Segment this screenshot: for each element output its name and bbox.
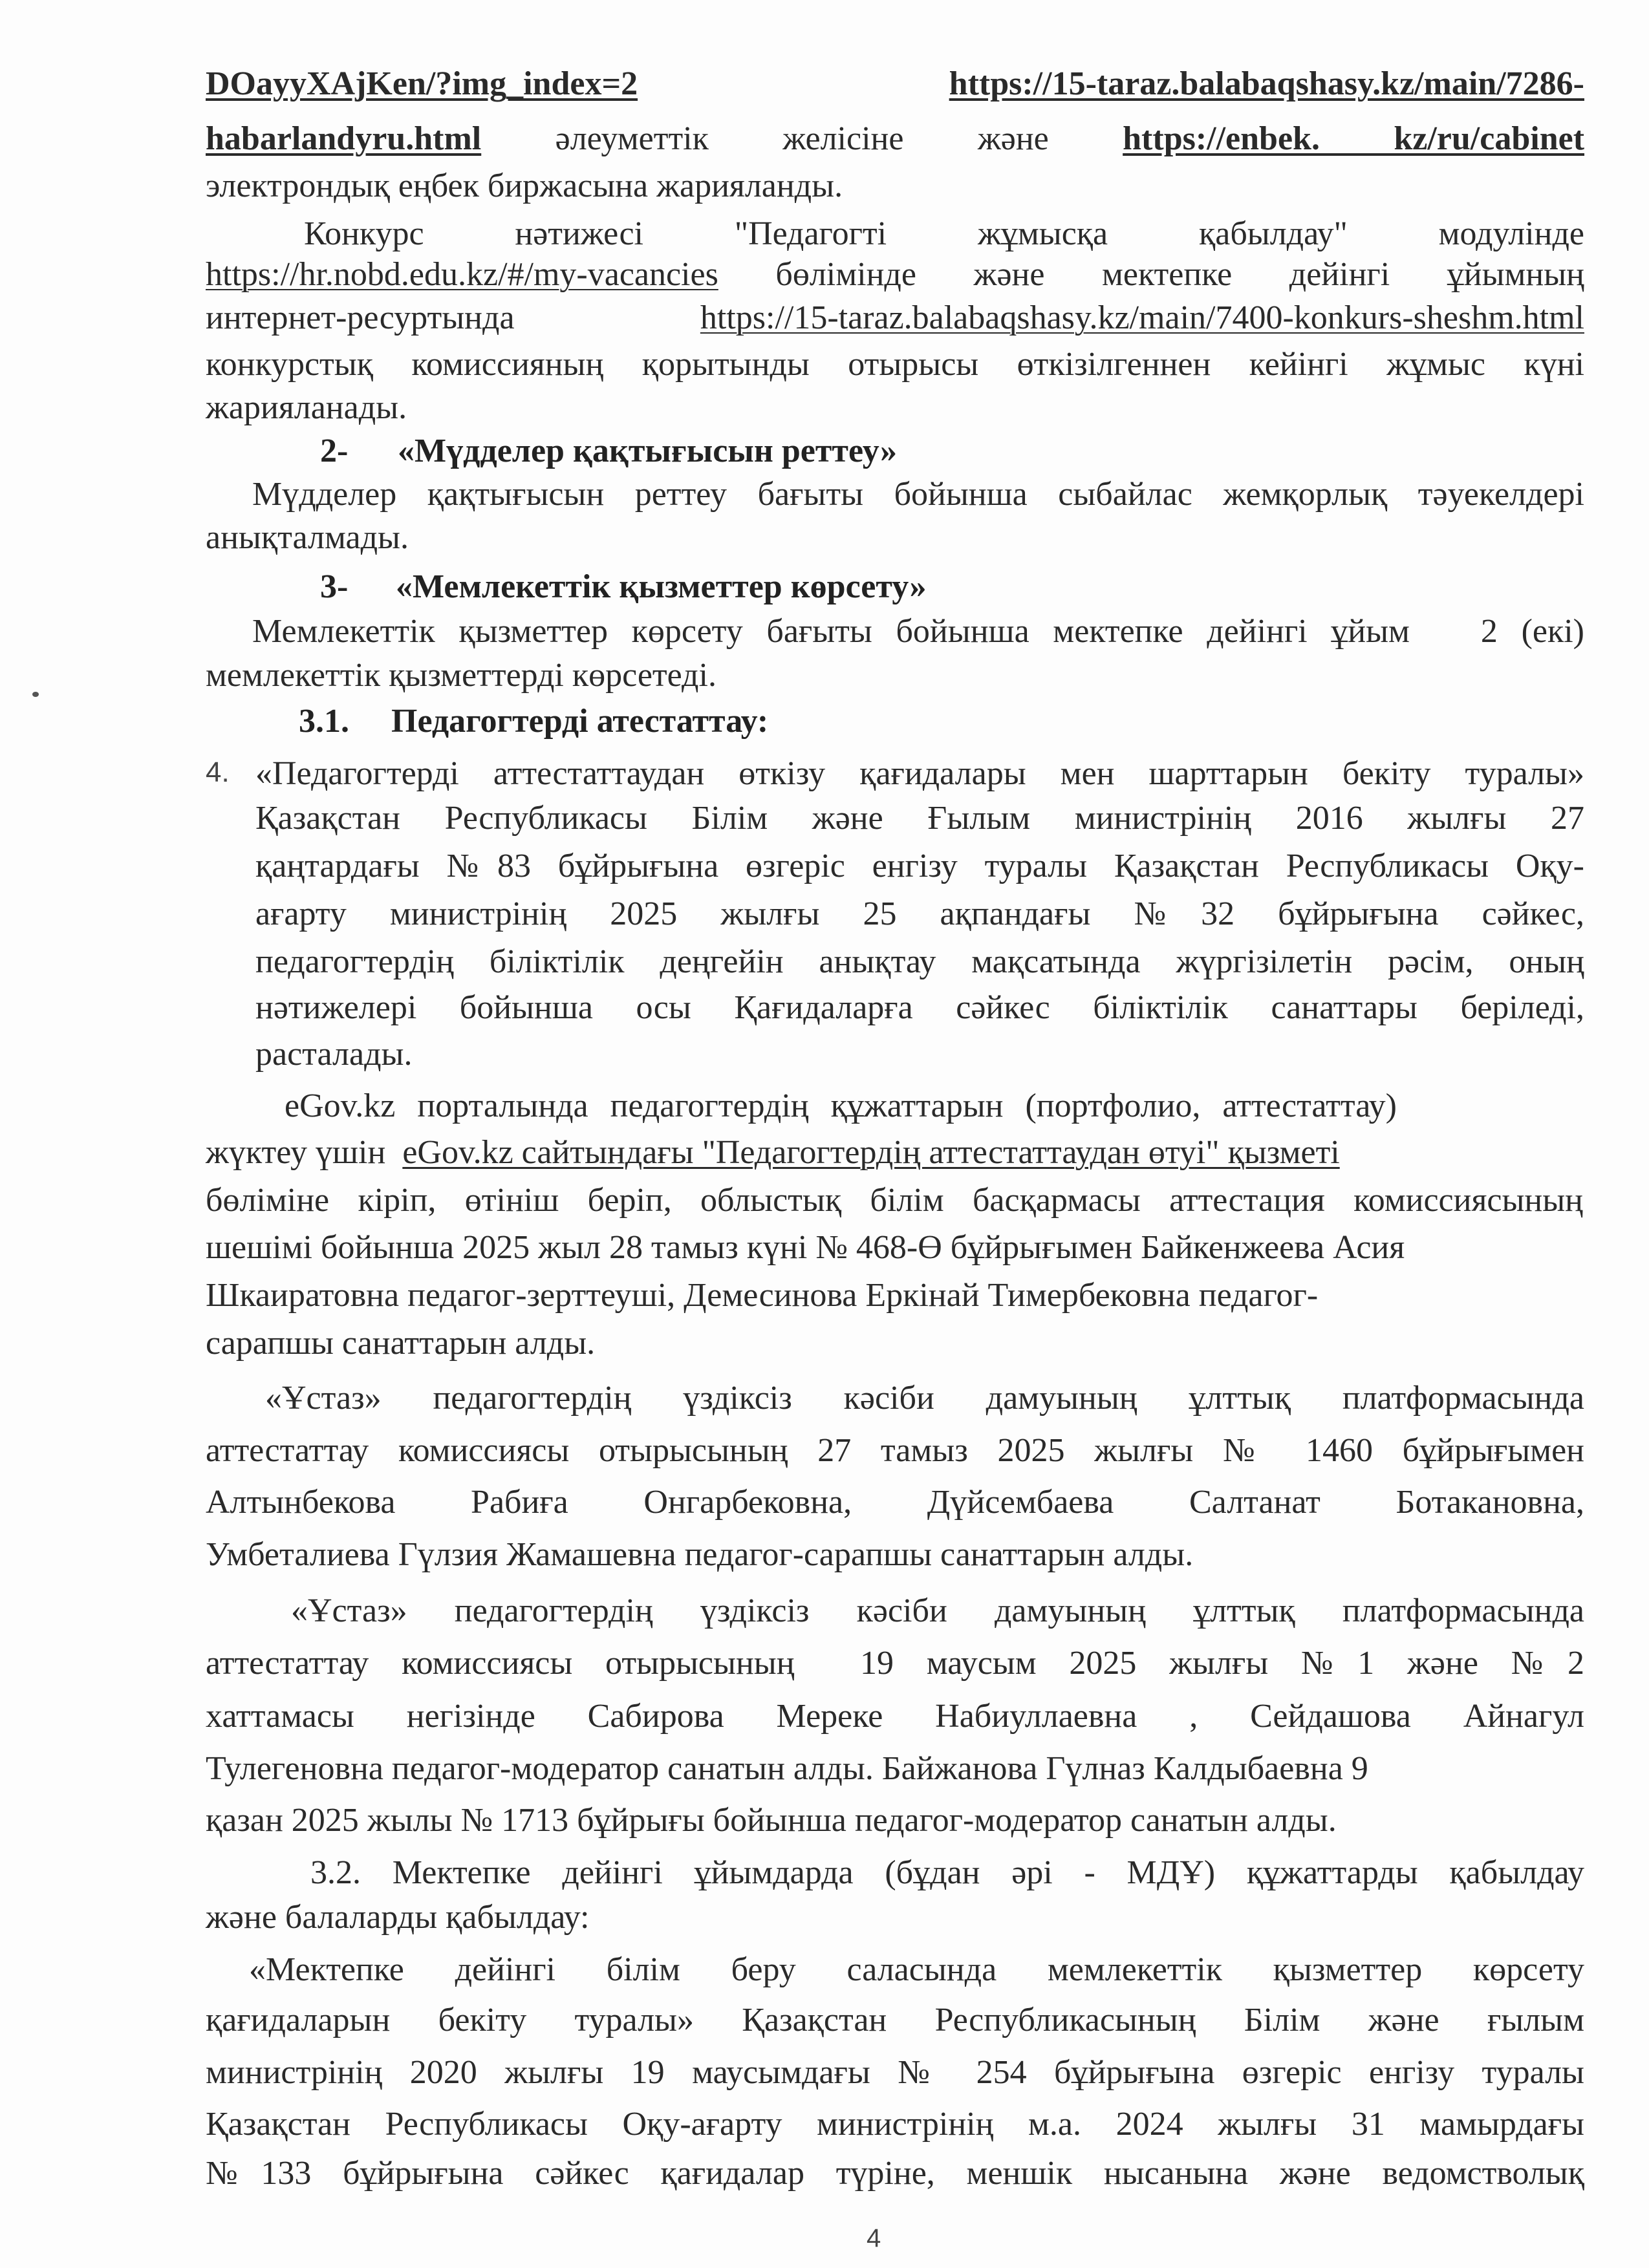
rules-line3: министрінің 2020 жылғы 19 маусымдағы № 254 бұйрығына өзгеріс енгізу туралы: [206, 2054, 1584, 2091]
section3-line1: Мемлекеттік қызметтер көрсету бағыты бойынша мектепке дейінгі ұйым 2 (екі): [252, 613, 1584, 650]
ustaz1-line2: аттестаттау комиссиясы отырысының 27 тамыз 2025 жылғы № 1460 бұйрығымен: [206, 1432, 1584, 1469]
block2-line3: [206, 299, 1584, 337]
item4-line4: ағарту министрінің 2025 жылғы 25 ақпандағы №32 бұйрығына сәйкес,: [255, 895, 1584, 932]
egov-line3: бөліміне кіріп, өтініш беріп, облыстық білім басқармасы аттестация комиссиясының: [206, 1182, 1583, 1219]
section3-title: «Мемлекеттік қызметтер көрсету»: [396, 568, 927, 605]
rules-line5: №133 бұйрығына сәйкес қағидалар түріне, меншік нысанына және ведомстволық: [206, 2155, 1584, 2192]
section3-1-number: 3.1.: [299, 703, 349, 740]
block1-line2: [206, 120, 1584, 158]
ustaz2-line3: хаттамасы негізінде Сабирова Мереке Набиуллаевна , Сейдашова Айнагул: [206, 1698, 1584, 1735]
item4-line5: педагогтердің біліктілік деңгейін анықтау мақсатында жүргізілетін рәсім, оның: [255, 943, 1584, 980]
ustaz2-line1: «Ұстаз» педагогтердің үздіксіз кәсіби дамуының ұлттық платформасында: [291, 1592, 1584, 1629]
block2-line2-text: бөлімінде және мектепке дейінгі ұйымның: [775, 256, 1585, 293]
block1-line3: электрондық еңбек биржасына жарияланды.: [206, 167, 843, 204]
section2-line1: Мүдделер қақтығысын реттеу бағыты бойынша сыбайлас жемқорлық тәуекелдері: [252, 476, 1584, 513]
enbek-link[interactable]: https://enbek. kz/ru/cabinet: [1123, 120, 1585, 157]
egov-line4: шешімі бойынша 2025 жыл 28 тамыз күні № 468-Ө бұйрығымен Байкенжеева Асия: [206, 1229, 1405, 1266]
block2-line1: Конкурс нәтижесі "Педагогті жұмысқа қабылдау" модулінде: [304, 215, 1584, 252]
ustaz2-line4: Тулегеновна педагог-модератор санатын алды. Байжанова Гүлназ Калдыбаевна 9: [206, 1750, 1368, 1787]
konkurs-result-link[interactable]: https://15-taraz.balabaqshasy.kz/main/7400-konkurs-sheshm.html: [700, 299, 1584, 336]
announcement-link-continued[interactable]: habarlandyru.html: [206, 120, 482, 157]
egov-line2: [206, 1133, 1584, 1172]
item4-line7: расталады.: [255, 1036, 413, 1073]
block2-line5: жарияланады.: [206, 389, 407, 426]
egov-line2-text: жүктеу үшін: [206, 1134, 386, 1171]
ustaz1-line3: Алтынбекова Рабиға Онгарбековна, Дүйсембаева Салтанат Ботакановна,: [206, 1484, 1584, 1521]
block2-line4: конкурстық комиссияның қорытынды отырысы өткізілгеннен кейінгі жұмыс күні: [206, 346, 1584, 383]
item4-line3: қаңтардағы №83 бұйрығына өзгеріс енгізу туралы Қазақстан Республикасы Оқу-: [255, 848, 1584, 884]
item4-line6: нәтижелері бойынша осы Қағидаларға сәйкес біліктілік санаттары беріледі,: [255, 989, 1584, 1026]
ustaz2-line2: аттестаттау комиссиясы отырысының 19 маусым 2025 жылғы №1 және №2: [206, 1645, 1584, 1682]
ustaz2-line5: қазан 2025 жылы № 1713 бұйрығы бойынша педагог-модератор санатын алды.: [206, 1802, 1337, 1839]
block2-line3-text: интернет-ресуртында: [206, 299, 515, 336]
section3-2-line2: және балаларды қабылдау:: [206, 1899, 590, 1936]
section3-number: 3-: [320, 568, 349, 605]
kindergarten-announcement-link[interactable]: https://15-taraz.balabaqshasy.kz/main/7286-: [949, 65, 1584, 102]
section3-1-title: Педагогтерді атестаттау:: [391, 703, 769, 740]
rules-line1: «Мектепке дейінгі білім беру саласында мемлекеттік қызметтер көрсету: [249, 1951, 1584, 1988]
list-item-number: 4.: [206, 756, 230, 788]
egov-line6: сарапшы санаттарын алды.: [206, 1325, 596, 1362]
block1-line1: [206, 65, 1584, 103]
block2-line2: [206, 255, 1584, 294]
section2-title: «Мүдделер қақтығысын реттеу»: [398, 433, 898, 469]
nobd-vacancies-link[interactable]: https://hr.nobd.edu.kz/#/my-vacancies: [206, 256, 718, 293]
ustaz1-line4: Умбеталиева Гүлзия Жамашевна педагог-сарапшы санаттарын алды.: [206, 1536, 1194, 1573]
instagram-link[interactable]: DOayyXAjKen/?img_index=2: [206, 65, 638, 102]
page-number: 4: [867, 2224, 881, 2252]
egov-line5: Шкаиратовна педагог-зерттеуші, Демесинова Еркінай Тимербековна педагог-: [206, 1277, 1319, 1314]
section3-line2: мемлекеттік қызметтерді көрсетеді.: [206, 657, 717, 694]
section2-line2: анықталмады.: [206, 519, 409, 556]
scan-speck: [32, 692, 39, 697]
section2-number: 2-: [320, 433, 349, 469]
rules-line2: қағидаларын бекіту туралы» Қазақстан Республикасының Білім және ғылым: [206, 2002, 1584, 2038]
rules-line4: Қазақстан Республикасы Оқу-ағарту министрінің м.а. 2024 жылғы 31 мамырдағы: [206, 2106, 1584, 2143]
item4-line2: Қазақстан Республикасы Білім және Ғылым министрінің 2016 жылғы 27: [255, 800, 1584, 837]
and-text: және: [977, 120, 1049, 157]
social-network-text: әлеуметтік желісіне: [555, 120, 904, 157]
egov-line1: eGov.kz порталында педагогтердің құжаттарын (портфолио, аттестаттау): [285, 1087, 1397, 1124]
item4-line1: «Педагогтерді аттестаттаудан өткізу қағидалары мен шарттарын бекіту туралы»: [255, 755, 1584, 792]
egov-attestation-service-link[interactable]: eGov.kz сайтындағы "Педагогтердің аттестаттаудан өтуі" қызметі: [402, 1134, 1340, 1171]
ustaz1-line1: «Ұстаз» педагогтердің үздіксіз кәсіби дамуының ұлттық платформасында: [265, 1380, 1584, 1417]
section3-2-line1: 3.2. Мектепке дейінгі ұйымдарда (бұдан әрі - МДҰ) құжаттарды қабылдау: [310, 1854, 1584, 1891]
